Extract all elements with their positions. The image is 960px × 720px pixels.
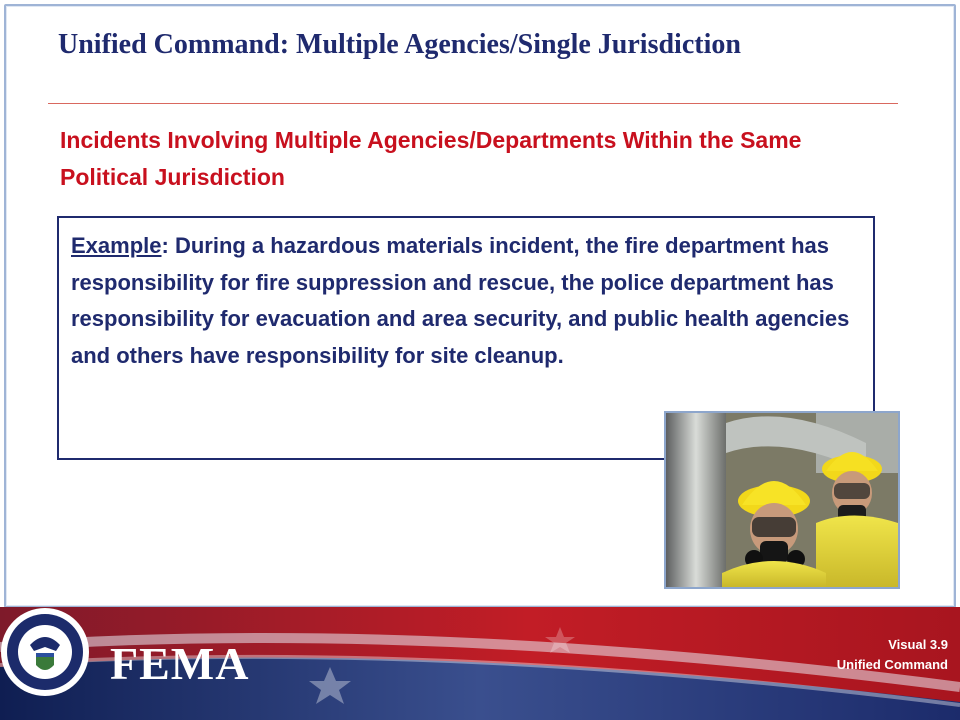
example-label: Example xyxy=(71,233,162,258)
slide-subtitle: Incidents Involving Multiple Agencies/Departments Within the Same Political Jurisdiction xyxy=(60,127,802,190)
visual-number: Visual 3.9 xyxy=(888,637,948,652)
visual-title: Unified Command xyxy=(836,657,948,672)
dhs-seal-icon xyxy=(0,607,90,697)
fema-wordmark: FEMA xyxy=(110,638,250,689)
footer-banner xyxy=(0,607,960,720)
hazmat-workers-photo xyxy=(664,411,900,589)
example-body: : During a hazardous materials incident, the fire department has responsibility for fire suppression and rescue, the police department has responsibility for evacuation and area security, and public health agencies and others have responsibility for site cleanup. xyxy=(71,233,850,368)
example-paragraph xyxy=(71,228,863,374)
slide-title: Unified Command: Multiple Agencies/Single Jurisdiction xyxy=(58,29,741,60)
title-divider xyxy=(48,103,898,104)
